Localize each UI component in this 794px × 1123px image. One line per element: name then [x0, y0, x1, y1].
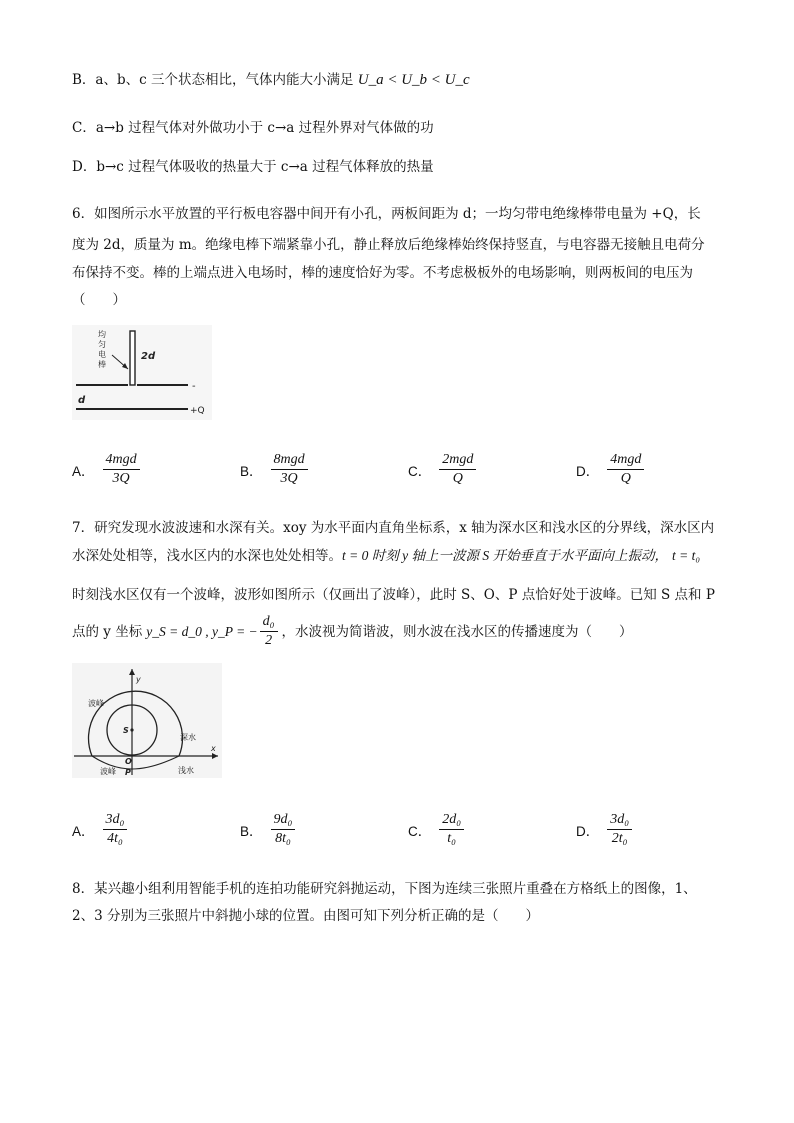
q6-option-c[interactable] [408, 452, 476, 487]
q6-capacitor-figure [72, 325, 212, 420]
q6-option-b[interactable] [240, 452, 308, 487]
q7-stem-line-2b: t = 0 时刻 y 轴上一波源 S 开始垂直于水平面向上振动， [342, 548, 668, 563]
svg-text:x: x [211, 744, 216, 753]
q7-stem-line-4-math: y_S = d_0 , y_P = − [146, 623, 258, 639]
q6-stem-line-2: 度为 2d，质量为 m。绝缘电棒下端紧靠小孔，静止释放后绝缘棒始终保持竖直，与电容器无接触且电荷分 [72, 237, 705, 253]
svg-text:波峰: 波峰 [88, 699, 104, 708]
svg-text:浅水: 浅水 [178, 766, 194, 775]
q7-stem-line-2 [72, 546, 700, 566]
q6-option-d-fraction: $\frac{\text{4mgd}}{Q}$ [607, 452, 644, 487]
q6-option-b-label: B． [240, 463, 263, 479]
q6-stem-line-1: 6．如图所示水平放置的平行板电容器中间开有小孔，两板间距为 d；一均匀带电绝缘棒带电量为 +Q，长 [72, 206, 701, 222]
q5-option-d: D．b→c 过程气体吸收的热量大于 c→a 过程气体释放的热量 [72, 159, 434, 175]
plus-sign: +Q [190, 406, 205, 416]
q6-option-a[interactable] [72, 452, 140, 487]
q7-option-c-label: C． [408, 823, 432, 839]
svg-text:匀: 匀 [98, 340, 106, 349]
q7-stem-line-3: 时刻浅水区仅有一个波峰，波形如图所示（仅画出了波峰），此时 S、O、P 点恰好处于波峰。已知 S 点和 P [72, 587, 715, 603]
q7-yp-fraction: $\frac{\text{d₀}}{2}$ [260, 614, 278, 649]
q6-option-d[interactable] [576, 452, 644, 487]
q7-stem-line-2a: 水深处处相等，浅水区内的水深也处处相等。 [72, 548, 342, 564]
rod-length-label: 2d [141, 351, 156, 362]
q6-option-d-label: D． [576, 463, 600, 479]
q7-option-d-fraction: $\frac{\text{3d₀}}{\text{2t₀}}$ [607, 812, 632, 847]
q5-option-b-math: U_a < U_b < U_c [357, 72, 470, 88]
q6-option-c-fraction: $\frac{\text{2mgd}}{Q}$ [439, 452, 476, 487]
q7-option-c[interactable] [408, 812, 464, 847]
q7-option-b-fraction: $\frac{\text{9d₀}}{\text{8t₀}}$ [271, 812, 296, 847]
q6-option-c-label: C． [408, 463, 432, 479]
q5-option-b-text: B．a、b、c 三个状态相比，气体内能大小满足 [72, 72, 354, 88]
svg-text:S: S [123, 726, 129, 735]
charged-rod [130, 331, 135, 385]
q7-stem-line-1: 7．研究发现水波波速和水深有关。xoy 为水平面内直角坐标系，x 轴为深水区和浅水区的分界线，深水区内 [72, 520, 715, 536]
svg-text:棒: 棒 [98, 360, 106, 369]
q7-option-d-label: D． [576, 823, 600, 839]
svg-text:波峰: 波峰 [100, 767, 116, 776]
minus-sign: - [192, 381, 196, 392]
q7-option-a-label: A． [72, 823, 95, 839]
q7-stem-line-4a: 点的 y 坐标 [72, 623, 143, 640]
q6-option-a-fraction: $\frac{\text{4mgd}}{3Q}$ [103, 452, 140, 487]
q7-stem-line-2c: t = t₀ [671, 548, 701, 563]
q6-option-b-fraction: $\frac{\text{8mgd}}{3Q}$ [271, 452, 308, 487]
q6-stem-line-3: 布保持不变。棒的上端点进入电场时，棒的速度恰好为零。不考虑极板外的电场影响，则两板间的电压为 [72, 265, 693, 281]
svg-text:y: y [136, 675, 141, 684]
q8-stem-line-2: 2、3 分别为三张照片中斜抛小球的位置。由图可知下列分析正确的是（ ） [72, 908, 539, 924]
q6-option-a-label: A． [72, 463, 95, 479]
q5-option-c: C．a→b 过程气体对外做功小于 c→a 过程外界对气体做的功 [72, 120, 434, 136]
svg-text:电: 电 [98, 350, 106, 359]
q7-stem-line-4b: ，水波视为简谐波，则水波在浅水区的传播速度为（ ） [281, 623, 633, 640]
q8-stem-line-1: 8．某兴趣小组利用智能手机的连拍功能研究斜抛运动，下图为连续三张照片重叠在方格纸上的图像，1、 [72, 881, 697, 897]
q5-option-b [72, 70, 470, 90]
q7-option-a-fraction: $\frac{\text{3d₀}}{\text{4t₀}}$ [103, 812, 128, 847]
q7-wave-figure [72, 663, 222, 778]
q7-option-a[interactable] [72, 812, 127, 847]
q7-stem-line-4 [72, 614, 633, 649]
q7-option-b-label: B． [240, 823, 263, 839]
svg-text:深水: 深水 [180, 733, 196, 742]
svg-text:O: O [125, 757, 132, 766]
q7-option-d[interactable] [576, 812, 632, 847]
gap-label: d [78, 395, 86, 406]
q6-stem-line-4: （ ） [72, 292, 126, 308]
svg-text:P: P [125, 768, 131, 777]
q7-option-c-fraction: $\frac{\text{2d₀}}{\text{t₀}}$ [439, 812, 464, 847]
rod-label-char-1: 均 [98, 330, 106, 339]
q7-option-b[interactable] [240, 812, 295, 847]
